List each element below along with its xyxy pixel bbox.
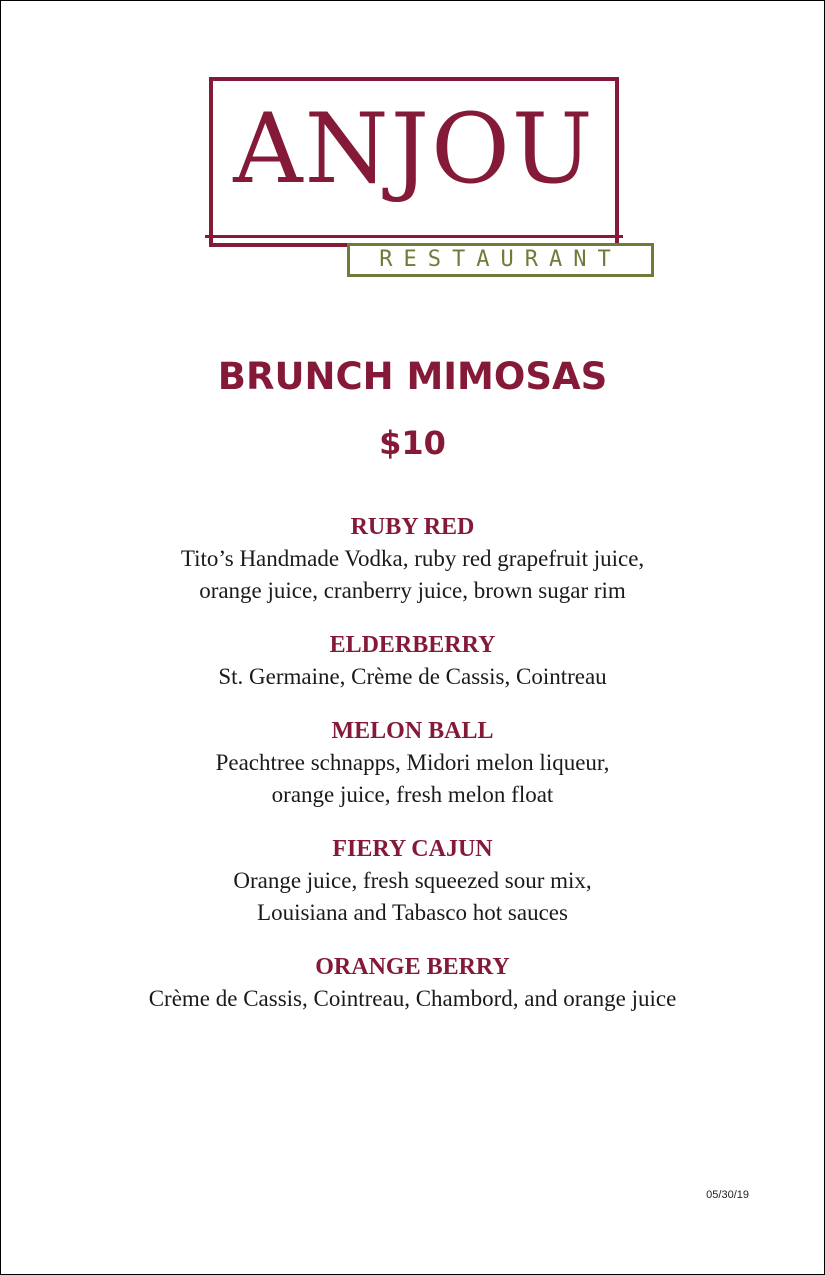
- menu-title: BRUNCH MIMOSAS: [217, 355, 608, 398]
- drink-item: [1, 511, 824, 607]
- drink-item: [1, 715, 824, 811]
- logo-name: ANJOU: [233, 93, 595, 205]
- logo: [209, 77, 619, 247]
- drink-list: [1, 511, 824, 1037]
- drink-description: St. Germaine, Crème de Cassis, Cointreau: [218, 664, 607, 689]
- drink-description: Tito’s Handmade Vodka, ruby red grapefruit juice,: [180, 546, 645, 571]
- drink-description: orange juice, cranberry juice, brown sugar rim: [199, 578, 626, 603]
- drink-name: RUBY RED: [350, 514, 475, 540]
- drink-name: ELDERBERRY: [329, 632, 496, 658]
- drink-name: ORANGE BERRY: [315, 954, 510, 980]
- drink-item: [1, 833, 824, 929]
- drink-description: orange juice, fresh melon float: [271, 782, 554, 807]
- drink-name: FIERY CAJUN: [332, 836, 493, 862]
- drink-description: Louisiana and Tabasco hot sauces: [257, 900, 568, 925]
- drink-name: MELON BALL: [331, 718, 494, 744]
- print-date: 05/30/19: [706, 1189, 749, 1201]
- logo-subtitle: RESTAURANT: [347, 243, 654, 277]
- drink-description: Crème de Cassis, Cointreau, Chambord, and orange juice: [148, 986, 677, 1011]
- drink-description: Peachtree schnapps, Midori melon liqueur,: [215, 750, 610, 775]
- drink-description: Orange juice, fresh squeezed sour mix,: [233, 868, 592, 893]
- drink-item: [1, 629, 824, 693]
- drink-item: [1, 951, 824, 1015]
- menu-price: $10: [379, 424, 446, 462]
